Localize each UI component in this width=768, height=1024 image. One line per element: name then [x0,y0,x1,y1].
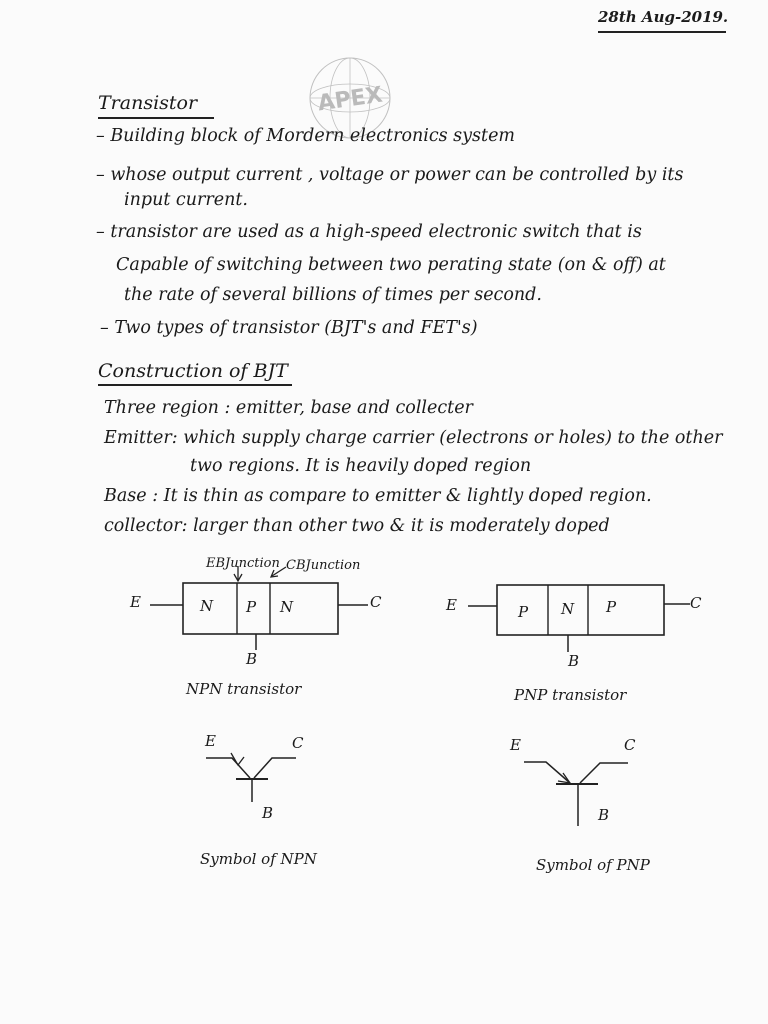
pnp-region-n: N [561,600,575,618]
construction-heading: Construction of BJT [98,360,288,382]
pnp-terminal-e: E [446,596,457,614]
note-line: Base : It is thin as compare to emitter & lightly doped region. [104,486,652,506]
npn-symbol-caption: Symbol of NPN [200,850,317,868]
pnp-symbol-c: C [624,736,636,754]
pnp-terminal-b: B [568,652,580,670]
npn-symbol-c: C [292,734,304,752]
note-line: the rate of several billions of times per second. [124,285,542,305]
pnp-region-p1: P [518,603,529,621]
note-line: collector: larger than other two & it is moderately doped [104,516,610,536]
pnp-terminal-c: C [690,594,702,612]
note-line: input current. [124,190,248,210]
pnp-symbol-b: B [598,806,610,824]
cb-junction-label: CBJunction [286,558,361,573]
note-line: – whose output current , voltage or power can be controlled by its [96,165,684,185]
npn-symbol-e: E [205,732,216,750]
npn-region-n2: N [280,598,294,616]
note-line: Three region : emitter, base and collecter [104,398,473,418]
npn-terminal-b: B [246,650,258,668]
npn-region-n1: N [200,597,214,615]
pnp-symbol-e: E [510,736,521,754]
npn-terminal-e: E [130,593,141,611]
eb-junction-label: EBJunction [206,556,280,571]
pnp-symbol-caption: Symbol of PNP [536,856,650,874]
pnp-region-p2: P [606,598,617,616]
watermark-text: APEX [316,82,385,117]
note-line: – Building block of Mordern electronics system [96,126,516,146]
transistor-heading: Transistor [98,92,198,114]
note-line: two regions. It is heavily doped region [190,456,532,476]
note-line: – Two types of transistor (BJT's and FET's) [100,318,478,338]
note-line: Emitter: which supply charge carrier (electrons or holes) to the other [104,428,723,448]
pnp-caption: PNP transistor [514,686,627,704]
npn-symbol-b: B [262,804,274,822]
npn-region-p: P [246,598,257,616]
npn-caption: NPN transistor [186,680,302,698]
note-line: Capable of switching between two perating state (on & off) at [116,255,666,275]
note-line: – transistor are used as a high-speed electronic switch that is [96,222,642,242]
date-text: 28th Aug-2019. [598,8,729,26]
npn-terminal-c: C [370,593,382,611]
